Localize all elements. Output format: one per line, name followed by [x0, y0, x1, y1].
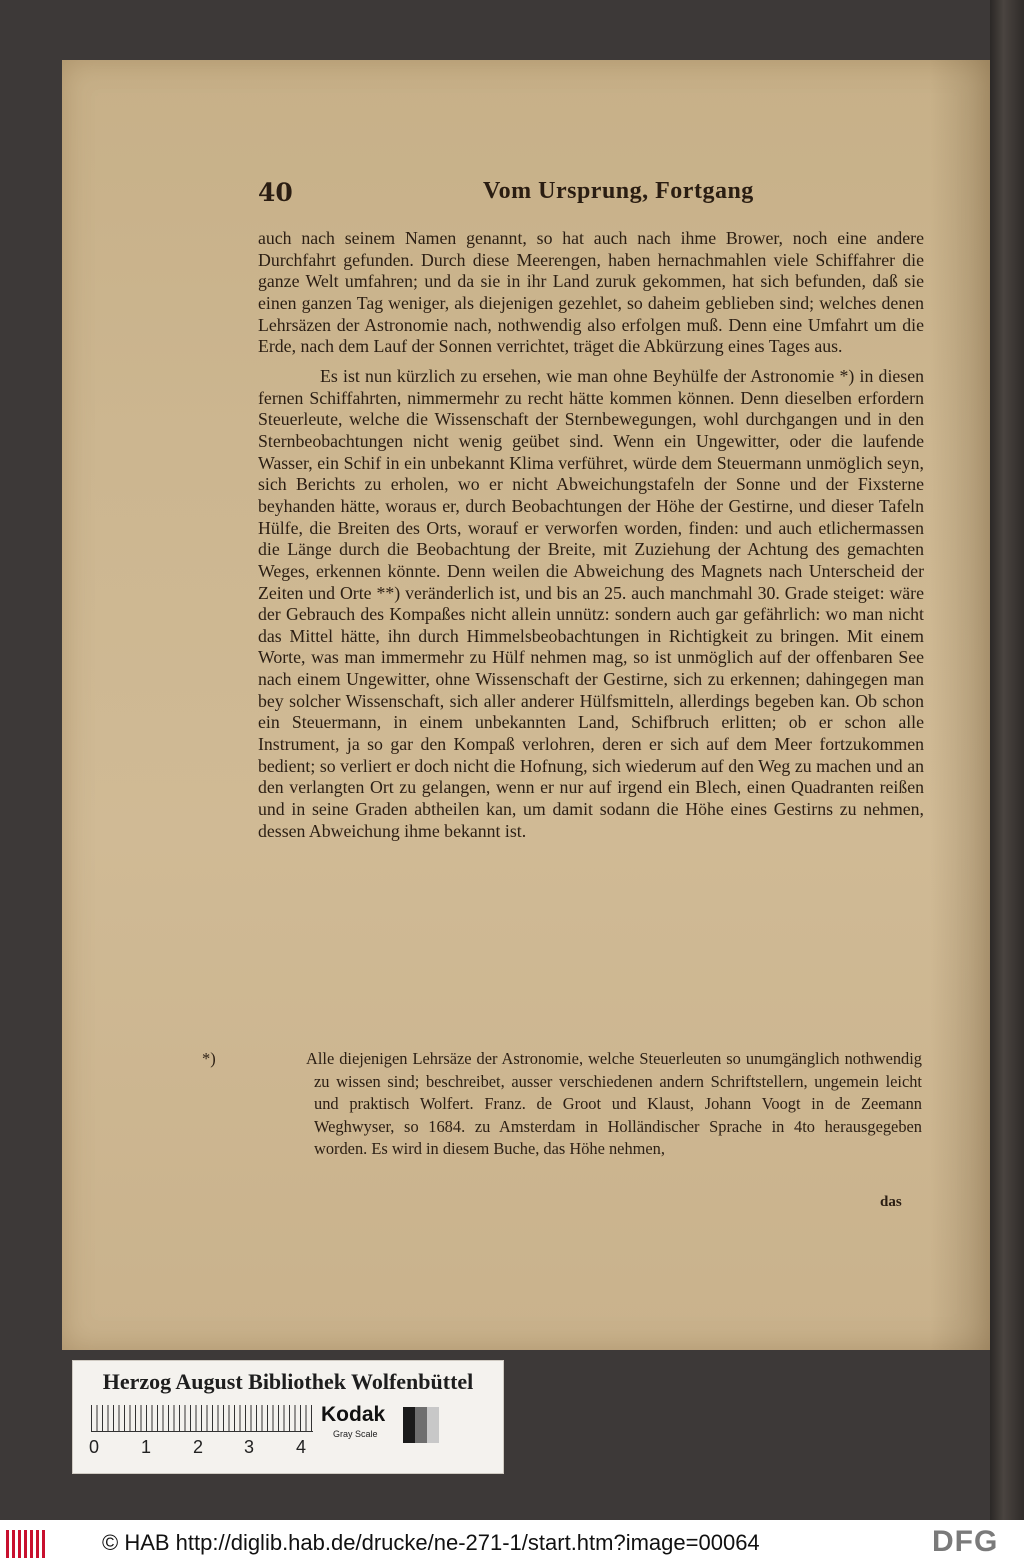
dfg-logo: DFG [932, 1525, 999, 1558]
color-calibration-card [72, 1360, 504, 1474]
footnote-marker: *) [202, 1049, 216, 1068]
running-head: Vom Ursprung, Fortgang [483, 178, 754, 204]
gray-swatch-light [427, 1407, 439, 1443]
ruler [89, 1405, 313, 1457]
footnote [202, 1048, 922, 1161]
ruler-labels [91, 1437, 331, 1457]
kodak-logo: Kodak [321, 1403, 386, 1426]
paragraph-1: auch nach seinem Namen genannt, so hat auch nach ihme Brower, noch eine andere Durchfahrt gefunden. Durch diese Meerengen, haben hernachmahlen viele Schiffahrer die ganze Welt umfahren; und da sie in ihr Land zuruk gekommen, hat sich befunden, daß sie einen ganzen Tag weniger, als diejenigen gezehlet, so daheim geblieben sind; welches denen Lehrsäzen der Astronomie nach, nothwendig also erfolgen muß. Denn eine Umfahrt um die Erde, nach dem Lauf der Sonnen verrichtet, träget die Abkürzung eines Tages aus. [258, 228, 924, 357]
library-name: Herzog August Bibliothek Wolfenbüttel [102, 1369, 474, 1394]
ruler-label: 0 [89, 1437, 100, 1457]
ruler-ticks [91, 1405, 313, 1432]
book-edge [990, 0, 1024, 1520]
hab-logo-icon [6, 1530, 46, 1558]
page-number: 40 [258, 178, 293, 207]
page-body [258, 228, 924, 842]
footnote-text: Alle diejenigen Lehrsäze der Astronomie, welche Steuerleuten so unumgänglich nothwendig zu wissen sind; beschreibet, ausser verschiedenen andern Schriftstellern, ungemein leicht und praktisch Wolfert. Franz. de Groot und Klaust, Johann Voogt in de Zeemann Weghwyser, so 1684. zu Amsterdam in Holländischer Sprache in 4to herausgegeben worden. Es wird in diesem Buche, das Höhe nehmen, [306, 1049, 922, 1159]
gray-scale-label: Gray Scale [333, 1429, 378, 1439]
footer-bar [0, 1520, 1024, 1565]
ruler-label: 1 [141, 1437, 152, 1457]
page-header [258, 178, 928, 212]
paragraph-2: Es ist nun kürzlich zu ersehen, wie man ohne Beyhülfe der Astronomie *) in diesen fernen Schiffahrten, nimmermehr zu recht hätte kommen können. Denn dieselben erfordern Steuerleute, welche die Wissenschaft der Sternbewegungen, wohl durchgangen und in den Sternbeobachtungen nicht wenig geübet sind. Wenn ein Ungewitter, oder die laufende Wasser, ein Schif in ein unbekannt Klima verführet, würde dem Steuermann unmöglich seyn, sich Berichts zu erholen, wo er nicht Abweichungstafeln der Sonne und der Fixsterne beyhanden hätte, woraus er, durch Beobachtungen der Höhe der Gestirne, und dieser Tafeln Hülfe, die Breiten des Orts, worauf er verworfen worden, finden: und auch etlichermassen die Länge durch die Beobachtung der Breite, mit Zuziehung der Achtung des gemachten Weges, erkennen könnte. Denn weilen die Abweichung des Magnets nach Unterscheid der Zeiten und Orte **) veränderlich ist, und bis an 25. auch manchmahl 30. Grade steiget: wäre der Gebrauch des Kompaßes nicht allein unnütz: sondern auch gar gefährlich: wo man nicht das Mittel hätte, ihn durch Himmelsbeobachtungen in Richtigkeit zu bringen. Mit einem Worte, was man immermehr zu Hülf nehmen mag, so ist unmöglich auf der offenbaren See nach einem Ungewitter, ohne Wissenschaft der Gestirne, sich zu erkennen; dahingegen man bey solcher Wissenschaft, sich aller anderer Hülfsmitteln, allerdings begeben kan. Ob schon ein Steuermann, in einem unbekannten Land, Schifbruch erlitten; ob er schon alle Instrument, ja so gar den Kompaß verlohren, deren er sich auf dem Meer fortzukommen bedient; so verliert er doch nicht die Hofnung, sich wiederum auf den Weg zu machen und an den verlangten Ort zu gelangen, wenn er nur auf irgend ein Blech, einen Quadranten reißen und in seine Graden abtheilen kan, um damit sodann die Höhe eines Gestirns zu nehmen, dessen Abweichung ihme bekannt ist. [258, 365, 924, 841]
gray-swatch-dark [403, 1407, 415, 1443]
catchword: das [880, 1194, 902, 1210]
ruler-label: 3 [244, 1437, 255, 1457]
gray-swatch-mid [415, 1407, 427, 1443]
ruler-label: 4 [296, 1437, 307, 1457]
ruler-label: 2 [193, 1437, 204, 1457]
copyright-url[interactable]: © HAB http://diglib.hab.de/drucke/ne-271-1/start.htm?image=00064 [102, 1530, 760, 1555]
